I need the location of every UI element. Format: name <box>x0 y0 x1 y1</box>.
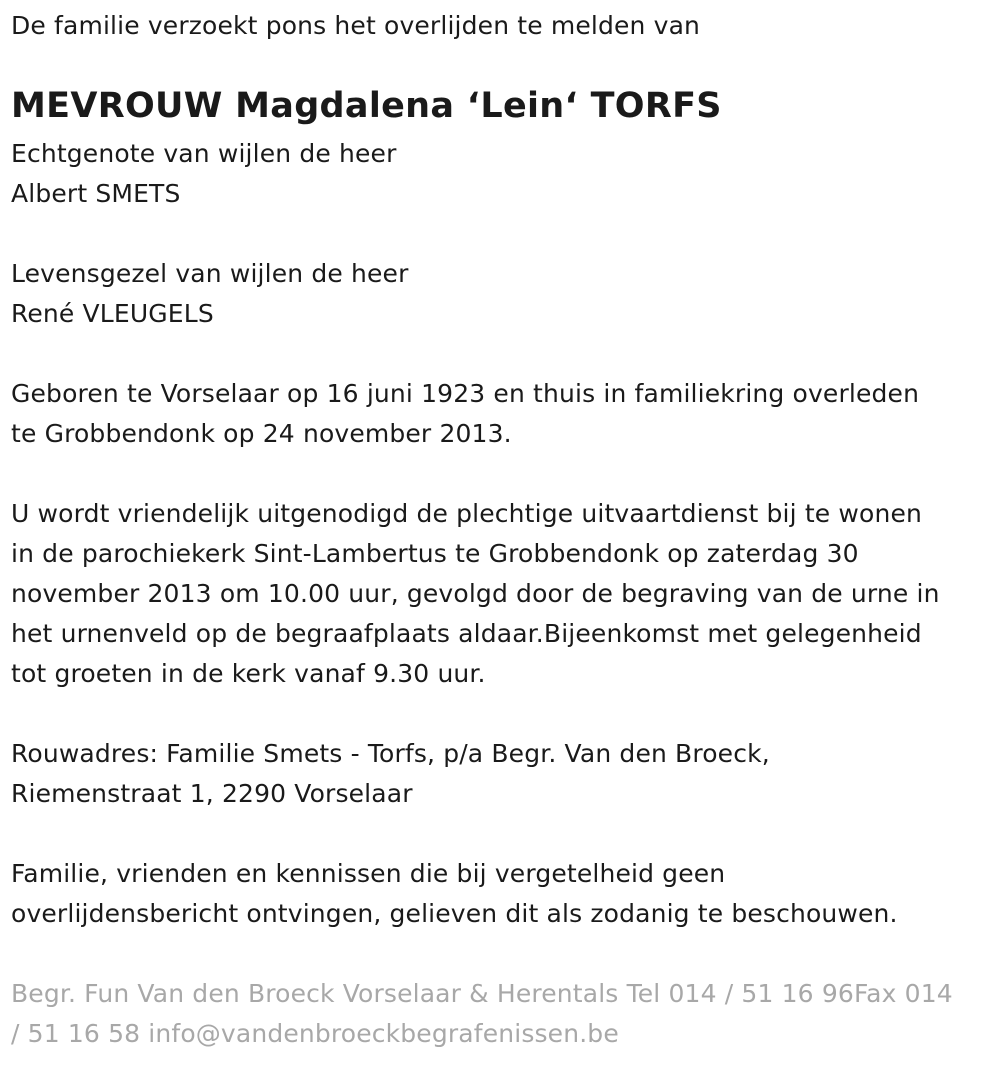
spouse-name: Albert SMETS <box>11 179 181 208</box>
partner-relation: Levensgezel van wijlen de heer <box>11 259 409 288</box>
ceremony-line: tot groeten in de kerk vanaf 9.30 uur. <box>11 659 486 688</box>
deceased-name: MEVROUW Magdalena ‘Lein‘ TORFS <box>11 86 722 126</box>
spouse-relation: Echtgenote van wijlen de heer <box>11 139 397 168</box>
address-line: Rouwadres: Familie Smets - Torfs, p/a Begr. Van den Broeck, <box>11 739 770 768</box>
ceremony-line: november 2013 om 10.00 uur, gevolgd door de begraving van de urne in <box>11 579 940 608</box>
address-line: Riemenstraat 1, 2290 Vorselaar <box>11 779 413 808</box>
obituary-notice <box>11 6 991 1054</box>
ceremony-paragraph <box>11 494 991 694</box>
ceremony-line: U wordt vriendelijk uitgenodigd de plechtige uitvaartdienst bij te wonen <box>11 499 922 528</box>
footer-line: Begr. Fun Van den Broeck Vorselaar & Herentals Tel 014 / 51 16 96Fax 014 <box>11 979 953 1008</box>
closing-line: overlijdensbericht ontvingen, gelieven dit als zodanig te beschouwen. <box>11 899 898 928</box>
partner-name: René VLEUGELS <box>11 299 214 328</box>
mourning-address <box>11 734 991 814</box>
footer-line: / 51 16 58 info@vandenbroeckbegrafenissen.be <box>11 1019 619 1048</box>
closing-paragraph <box>11 854 991 934</box>
ceremony-line: het urnenveld op de begraafplaats aldaar.Bijeenkomst met gelegenheid <box>11 619 922 648</box>
spouse-block <box>11 134 991 214</box>
funeral-home-footer <box>11 974 991 1054</box>
birth-death-line: Geboren te Vorselaar op 16 juni 1923 en thuis in familiekring overleden <box>11 379 920 408</box>
partner-block <box>11 254 991 334</box>
birth-death-line: te Grobbendonk op 24 november 2013. <box>11 419 512 448</box>
birth-death-paragraph <box>11 374 991 454</box>
intro-text: De familie verzoekt pons het overlijden te melden van <box>11 11 701 40</box>
closing-line: Familie, vrienden en kennissen die bij vergetelheid geen <box>11 859 726 888</box>
ceremony-line: in de parochiekerk Sint-Lambertus te Grobbendonk op zaterdag 30 <box>11 539 859 568</box>
